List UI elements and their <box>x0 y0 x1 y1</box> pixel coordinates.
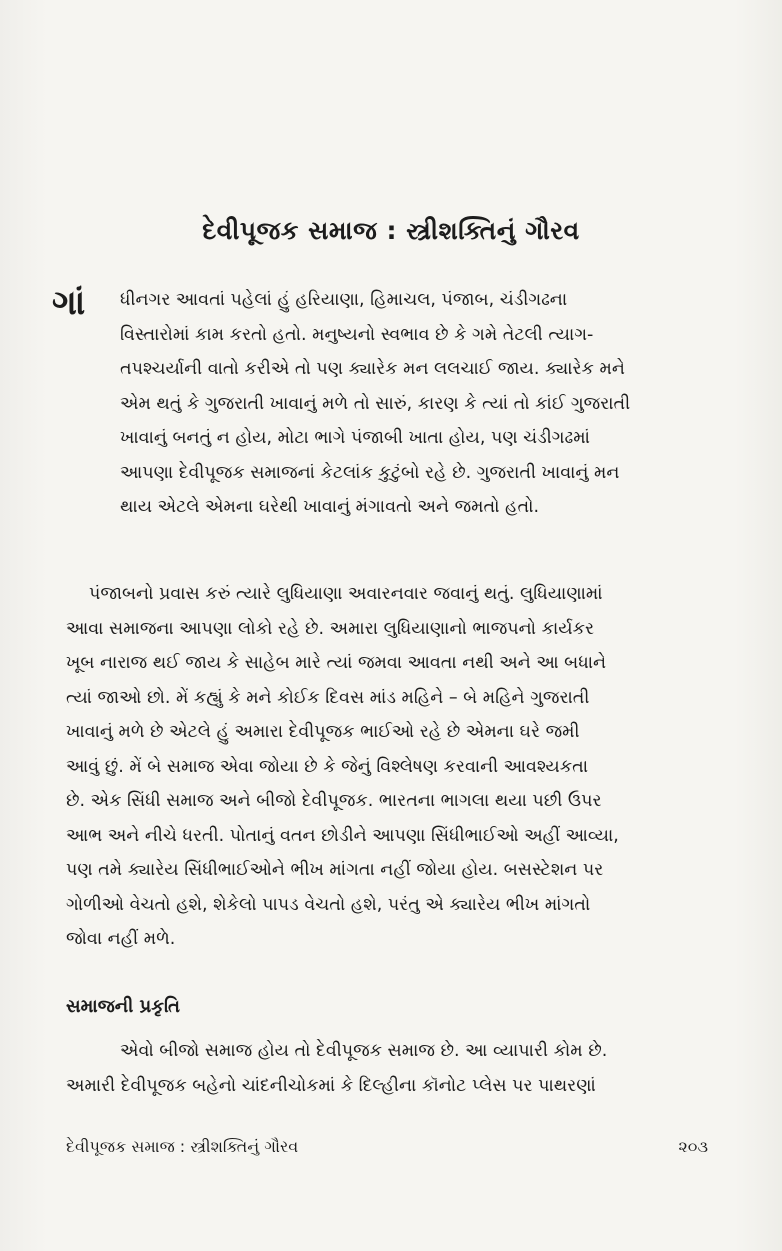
text-line: પણ તમે ક્યારેય સિંધીભાઈઓને ભીખ માંગતા નહીં જોયા હોય. બસસ્ટેશન પર <box>66 860 604 880</box>
text-line: પંજાબનો પ્રવાસ કરું ત્યારે લુધિયાણા અવારનવાર જવાનું થતું. લુધિયાણામાં <box>89 584 603 604</box>
text-line: વિસ્તારોમાં કામ કરતો હતો. મનુષ્યનો સ્વભાવ છે કે ગમે તેટલી ત્યાગ- <box>120 324 594 345</box>
text-line: આવા સમાજના આપણા લોકો રહે છે. અમારા લુધિયાણાનો ભાજપનો કાર્યકર <box>66 618 594 639</box>
paragraph-2 <box>66 577 712 957</box>
text-line: જોવા નહીં મળે. <box>66 929 176 949</box>
text-line: તપશ્ચર્યાની વાતો કરીએ તો પણ ક્યારેક મન લલચાઈ જાય. ક્યારેક મને <box>120 359 625 379</box>
section-heading: સમાજની પ્રકૃતિ <box>66 996 180 1017</box>
page-number: ૨૦૩ <box>678 1137 708 1156</box>
text-line: ત્યાં જાઓ છો. મેં કહ્યું કે મને કોઈક દિવસ માંડ મહિને – બે મહિને ગુજરાતી <box>66 687 590 708</box>
text-line: આભ અને નીચે ધરતી. પોતાનું વતન છોડીને આપણા સિંધીભાઈઓ અહીં આવ્યા, <box>66 825 619 846</box>
paragraph-3 <box>66 1034 712 1103</box>
text-line: ખૂબ નારાજ થઈ જાય કે સાહેબ મારે ત્યાં જમવા આવતા નથી અને આ બધાને <box>66 653 607 673</box>
chapter-title: દેવીપૂજક સમાજ : સ્ત્રીશક્તિનું ગૌરવ <box>202 216 580 245</box>
text-line: એમ થતું કે ગુજરાતી ખાવાનું મળે તો સારું, કારણ કે ત્યાં તો કાંઈ ગુજરાતી <box>120 393 631 414</box>
text-line: થાય એટલે એમના ઘરેથી ખાવાનું મંગાવતો અને જમતો હતો. <box>120 497 540 517</box>
text-line: ગોળીઓ વેચતો હશે, શેકેલો પાપડ વેચતો હશે, પરંતુ એ ક્યારેય ભીખ માંગતો <box>66 894 591 915</box>
text-line: અમારી દેવીપૂજક બહેનો ચાંદનીચોકમાં કે દિલ્હીના કૉનોટ પ્લેસ પર પાથરણાં <box>66 1075 596 1096</box>
running-footer-title: દેવીપૂજક સમાજ : સ્ત્રીશક્તિનું ગૌરવ <box>66 1137 299 1156</box>
text-line: ધીનગર આવતાં પહેલાં હું હરિયાણા, હિમાચલ, પંજાબ, ચંડીગઢના <box>120 290 568 310</box>
text-line: ખાવાનું બનતું ન હોય, મોટા ભાગે પંજાબી ખાતા હોય, પણ ચંડીગઢમાં <box>120 428 590 448</box>
text-line: છે. એક સિંધી સમાજ અને બીજો દેવીપૂજક. ભારતના ભાગલા થયા પછી ઉપર <box>66 791 602 811</box>
text-line: ખાવાનું મળે છે એટલે હું અમારા દેવીપૂજક ભાઈઓ રહે છે એમના ઘરે જમી <box>66 722 580 742</box>
paragraph-1 <box>66 283 712 525</box>
text-line: એવો બીજો સમાજ હોય તો દેવીપૂજક સમાજ છે. આ વ્યાપારી કોમ છે. <box>120 1041 608 1061</box>
drop-cap: ગાં <box>52 283 86 323</box>
text-line: આવું છું. મેં બે સમાજ એવા જોયા છે કે જેનું વિશ્લેષણ કરવાની આવશ્યકતા <box>66 756 589 777</box>
text-line: આપણા દેવીપૂજક સમાજનાં કેટલાંક કુટુંબો રહે છે. ગુજરાતી ખાવાનું મન <box>120 462 620 483</box>
